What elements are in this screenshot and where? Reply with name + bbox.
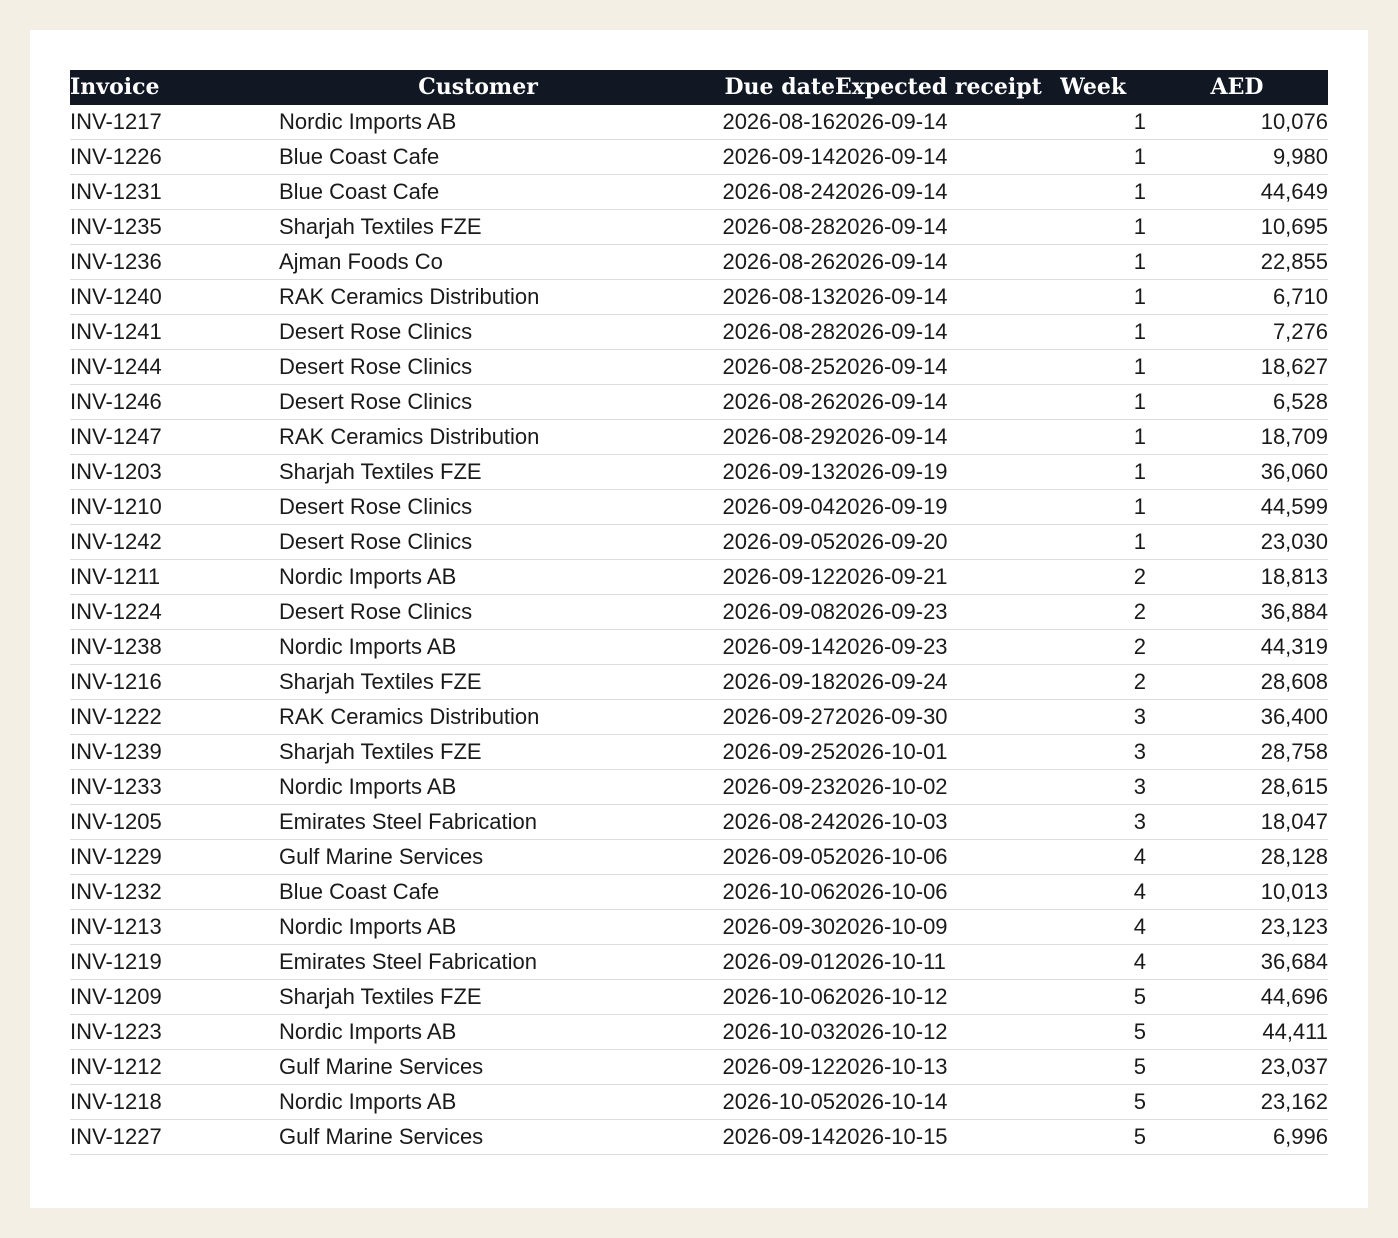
week-cell: 3	[1060, 700, 1146, 735]
expected-receipt-cell: 2026-09-14	[835, 385, 1060, 420]
week-cell: 5	[1060, 1050, 1146, 1085]
due-date-cell: 2026-09-05	[677, 525, 835, 560]
invoice-cell: INV-1242	[70, 525, 279, 560]
table-row	[70, 490, 1328, 525]
expected-receipt-cell: 2026-09-14	[835, 280, 1060, 315]
week-cell: 1	[1060, 245, 1146, 280]
invoice-cell: INV-1218	[70, 1085, 279, 1120]
table-row	[70, 910, 1328, 945]
invoice-cell: INV-1210	[70, 490, 279, 525]
table-row	[70, 420, 1328, 455]
amount-aed-cell: 28,608	[1146, 665, 1328, 700]
invoice-cell: INV-1235	[70, 210, 279, 245]
table-row	[70, 455, 1328, 490]
customer-cell: Nordic Imports AB	[279, 910, 677, 945]
amount-aed-cell: 44,319	[1146, 630, 1328, 665]
customer-cell: Desert Rose Clinics	[279, 385, 677, 420]
expected-receipt-cell: 2026-10-03	[835, 805, 1060, 840]
expected-receipt-cell: 2026-09-23	[835, 595, 1060, 630]
customer-cell: RAK Ceramics Distribution	[279, 280, 677, 315]
week-cell: 4	[1060, 840, 1146, 875]
customer-cell: Gulf Marine Services	[279, 1120, 677, 1155]
invoice-cell: INV-1227	[70, 1120, 279, 1155]
due-date-cell: 2026-08-24	[677, 805, 835, 840]
week-cell: 5	[1060, 1015, 1146, 1050]
customer-cell: Desert Rose Clinics	[279, 595, 677, 630]
expected-receipt-cell: 2026-09-14	[835, 105, 1060, 140]
due-date-cell: 2026-08-28	[677, 315, 835, 350]
week-cell: 4	[1060, 910, 1146, 945]
due-date-cell: 2026-09-14	[677, 140, 835, 175]
expected-receipt-cell: 2026-10-06	[835, 840, 1060, 875]
customer-cell: Nordic Imports AB	[279, 1015, 677, 1050]
customer-cell: Blue Coast Cafe	[279, 140, 677, 175]
week-cell: 1	[1060, 315, 1146, 350]
invoice-cell: INV-1217	[70, 105, 279, 140]
due-date-cell: 2026-08-28	[677, 210, 835, 245]
table-row	[70, 210, 1328, 245]
due-date-cell: 2026-09-13	[677, 455, 835, 490]
amount-aed-cell: 44,649	[1146, 175, 1328, 210]
table-row	[70, 1085, 1328, 1120]
week-cell: 4	[1060, 945, 1146, 980]
customer-cell: Desert Rose Clinics	[279, 525, 677, 560]
week-cell: 1	[1060, 210, 1146, 245]
amount-aed-cell: 23,162	[1146, 1085, 1328, 1120]
customer-cell: Nordic Imports AB	[279, 770, 677, 805]
due-date-cell: 2026-08-25	[677, 350, 835, 385]
due-date-cell: 2026-09-27	[677, 700, 835, 735]
table-row	[70, 385, 1328, 420]
expected-receipt-cell: 2026-10-02	[835, 770, 1060, 805]
week-cell: 1	[1060, 455, 1146, 490]
amount-aed-cell: 18,627	[1146, 350, 1328, 385]
customer-cell: Sharjah Textiles FZE	[279, 735, 677, 770]
week-cell: 2	[1060, 595, 1146, 630]
customer-cell: Desert Rose Clinics	[279, 490, 677, 525]
invoice-cell: INV-1240	[70, 280, 279, 315]
due-date-cell: 2026-08-16	[677, 105, 835, 140]
expected-receipt-cell: 2026-10-12	[835, 1015, 1060, 1050]
expected-receipt-cell: 2026-09-30	[835, 700, 1060, 735]
invoice-cell: INV-1241	[70, 315, 279, 350]
due-date-cell: 2026-10-06	[677, 980, 835, 1015]
invoice-cell: INV-1211	[70, 560, 279, 595]
column-header-customer: Customer	[418, 74, 538, 100]
due-date-cell: 2026-09-23	[677, 770, 835, 805]
customer-cell: Ajman Foods Co	[279, 245, 677, 280]
expected-receipt-cell: 2026-09-14	[835, 315, 1060, 350]
invoice-cell: INV-1232	[70, 875, 279, 910]
amount-aed-cell: 7,276	[1146, 315, 1328, 350]
due-date-cell: 2026-09-18	[677, 665, 835, 700]
customer-cell: RAK Ceramics Distribution	[279, 700, 677, 735]
table-row	[70, 1050, 1328, 1085]
table-row	[70, 175, 1328, 210]
invoice-cell: INV-1219	[70, 945, 279, 980]
table-row	[70, 735, 1328, 770]
amount-aed-cell: 6,996	[1146, 1120, 1328, 1155]
week-cell: 1	[1060, 525, 1146, 560]
amount-aed-cell: 28,615	[1146, 770, 1328, 805]
expected-receipt-cell: 2026-09-14	[835, 245, 1060, 280]
due-date-cell: 2026-09-30	[677, 910, 835, 945]
week-cell: 1	[1060, 350, 1146, 385]
table-row	[70, 525, 1328, 560]
amount-aed-cell: 10,013	[1146, 875, 1328, 910]
customer-cell: Nordic Imports AB	[279, 1085, 677, 1120]
table-row	[70, 945, 1328, 980]
expected-receipt-cell: 2026-09-24	[835, 665, 1060, 700]
invoice-cell: INV-1209	[70, 980, 279, 1015]
invoice-cell: INV-1226	[70, 140, 279, 175]
receivables-table	[70, 70, 1328, 1155]
customer-cell: Emirates Steel Fabrication	[279, 805, 677, 840]
table-row	[70, 980, 1328, 1015]
table-row	[70, 1120, 1328, 1155]
report-sheet	[30, 30, 1368, 1208]
due-date-cell: 2026-08-26	[677, 385, 835, 420]
week-cell: 1	[1060, 175, 1146, 210]
expected-receipt-cell: 2026-09-14	[835, 175, 1060, 210]
amount-aed-cell: 10,076	[1146, 105, 1328, 140]
due-date-cell: 2026-10-03	[677, 1015, 835, 1050]
week-cell: 1	[1060, 385, 1146, 420]
expected-receipt-cell: 2026-09-14	[835, 420, 1060, 455]
column-header-aed: AED	[1210, 74, 1264, 100]
expected-receipt-cell: 2026-10-14	[835, 1085, 1060, 1120]
amount-aed-cell: 9,980	[1146, 140, 1328, 175]
invoice-cell: INV-1222	[70, 700, 279, 735]
column-header-invoice: Invoice	[70, 74, 160, 100]
expected-receipt-cell: 2026-10-15	[835, 1120, 1060, 1155]
table-row	[70, 630, 1328, 665]
week-cell: 2	[1060, 630, 1146, 665]
amount-aed-cell: 22,855	[1146, 245, 1328, 280]
table-body	[70, 105, 1328, 1155]
due-date-cell: 2026-09-25	[677, 735, 835, 770]
column-header-due-date: Due date	[724, 74, 835, 100]
amount-aed-cell: 36,684	[1146, 945, 1328, 980]
column-header-week: Week	[1060, 74, 1127, 100]
amount-aed-cell: 23,123	[1146, 910, 1328, 945]
table-row	[70, 350, 1328, 385]
customer-cell: Desert Rose Clinics	[279, 315, 677, 350]
table-row	[70, 700, 1328, 735]
week-cell: 2	[1060, 560, 1146, 595]
week-cell: 1	[1060, 140, 1146, 175]
amount-aed-cell: 36,884	[1146, 595, 1328, 630]
amount-aed-cell: 44,411	[1146, 1015, 1328, 1050]
amount-aed-cell: 36,060	[1146, 455, 1328, 490]
customer-cell: Nordic Imports AB	[279, 105, 677, 140]
expected-receipt-cell: 2026-10-01	[835, 735, 1060, 770]
invoice-cell: INV-1203	[70, 455, 279, 490]
table-row	[70, 280, 1328, 315]
due-date-cell: 2026-09-12	[677, 1050, 835, 1085]
due-date-cell: 2026-08-13	[677, 280, 835, 315]
week-cell: 1	[1060, 490, 1146, 525]
amount-aed-cell: 6,528	[1146, 385, 1328, 420]
customer-cell: Desert Rose Clinics	[279, 350, 677, 385]
week-cell: 3	[1060, 805, 1146, 840]
expected-receipt-cell: 2026-10-13	[835, 1050, 1060, 1085]
customer-cell: Blue Coast Cafe	[279, 875, 677, 910]
invoice-cell: INV-1244	[70, 350, 279, 385]
week-cell: 5	[1060, 1085, 1146, 1120]
invoice-cell: INV-1231	[70, 175, 279, 210]
customer-cell: Gulf Marine Services	[279, 1050, 677, 1085]
week-cell: 3	[1060, 735, 1146, 770]
table-row	[70, 595, 1328, 630]
due-date-cell: 2026-10-05	[677, 1085, 835, 1120]
customer-cell: RAK Ceramics Distribution	[279, 420, 677, 455]
invoice-cell: INV-1213	[70, 910, 279, 945]
expected-receipt-cell: 2026-09-20	[835, 525, 1060, 560]
invoice-cell: INV-1233	[70, 770, 279, 805]
due-date-cell: 2026-09-14	[677, 1120, 835, 1155]
expected-receipt-cell: 2026-09-14	[835, 140, 1060, 175]
table-row	[70, 805, 1328, 840]
week-cell: 3	[1060, 770, 1146, 805]
invoice-cell: INV-1236	[70, 245, 279, 280]
amount-aed-cell: 44,696	[1146, 980, 1328, 1015]
week-cell: 1	[1060, 280, 1146, 315]
invoice-cell: INV-1216	[70, 665, 279, 700]
amount-aed-cell: 28,758	[1146, 735, 1328, 770]
table-row	[70, 1015, 1328, 1050]
table-row	[70, 245, 1328, 280]
customer-cell: Sharjah Textiles FZE	[279, 210, 677, 245]
table-row	[70, 840, 1328, 875]
due-date-cell: 2026-08-26	[677, 245, 835, 280]
table-row	[70, 140, 1328, 175]
expected-receipt-cell: 2026-09-19	[835, 455, 1060, 490]
amount-aed-cell: 18,709	[1146, 420, 1328, 455]
week-cell: 1	[1060, 105, 1146, 140]
due-date-cell: 2026-10-06	[677, 875, 835, 910]
amount-aed-cell: 44,599	[1146, 490, 1328, 525]
amount-aed-cell: 18,047	[1146, 805, 1328, 840]
expected-receipt-cell: 2026-10-09	[835, 910, 1060, 945]
due-date-cell: 2026-09-08	[677, 595, 835, 630]
due-date-cell: 2026-09-14	[677, 630, 835, 665]
customer-cell: Gulf Marine Services	[279, 840, 677, 875]
due-date-cell: 2026-08-24	[677, 175, 835, 210]
invoice-cell: INV-1247	[70, 420, 279, 455]
table-row	[70, 875, 1328, 910]
customer-cell: Nordic Imports AB	[279, 630, 677, 665]
week-cell: 4	[1060, 875, 1146, 910]
customer-cell: Blue Coast Cafe	[279, 175, 677, 210]
invoice-cell: INV-1238	[70, 630, 279, 665]
expected-receipt-cell: 2026-10-11	[835, 945, 1060, 980]
table-row	[70, 665, 1328, 700]
invoice-cell: INV-1224	[70, 595, 279, 630]
table-row	[70, 560, 1328, 595]
week-cell: 5	[1060, 1120, 1146, 1155]
amount-aed-cell: 23,037	[1146, 1050, 1328, 1085]
customer-cell: Emirates Steel Fabrication	[279, 945, 677, 980]
amount-aed-cell: 28,128	[1146, 840, 1328, 875]
invoice-cell: INV-1239	[70, 735, 279, 770]
due-date-cell: 2026-09-12	[677, 560, 835, 595]
due-date-cell: 2026-09-04	[677, 490, 835, 525]
expected-receipt-cell: 2026-09-19	[835, 490, 1060, 525]
column-header-expected-receipt: Expected receipt	[835, 74, 1042, 100]
week-cell: 2	[1060, 665, 1146, 700]
customer-cell: Sharjah Textiles FZE	[279, 665, 677, 700]
expected-receipt-cell: 2026-10-12	[835, 980, 1060, 1015]
expected-receipt-cell: 2026-10-06	[835, 875, 1060, 910]
week-cell: 1	[1060, 420, 1146, 455]
table-row	[70, 105, 1328, 140]
invoice-cell: INV-1223	[70, 1015, 279, 1050]
customer-cell: Sharjah Textiles FZE	[279, 980, 677, 1015]
invoice-cell: INV-1229	[70, 840, 279, 875]
expected-receipt-cell: 2026-09-14	[835, 350, 1060, 385]
amount-aed-cell: 10,695	[1146, 210, 1328, 245]
amount-aed-cell: 18,813	[1146, 560, 1328, 595]
invoice-cell: INV-1212	[70, 1050, 279, 1085]
expected-receipt-cell: 2026-09-21	[835, 560, 1060, 595]
expected-receipt-cell: 2026-09-23	[835, 630, 1060, 665]
invoice-cell: INV-1246	[70, 385, 279, 420]
amount-aed-cell: 36,400	[1146, 700, 1328, 735]
due-date-cell: 2026-08-29	[677, 420, 835, 455]
week-cell: 5	[1060, 980, 1146, 1015]
table-header	[70, 70, 1328, 105]
amount-aed-cell: 6,710	[1146, 280, 1328, 315]
customer-cell: Sharjah Textiles FZE	[279, 455, 677, 490]
expected-receipt-cell: 2026-09-14	[835, 210, 1060, 245]
due-date-cell: 2026-09-01	[677, 945, 835, 980]
invoice-cell: INV-1205	[70, 805, 279, 840]
table-row	[70, 315, 1328, 350]
customer-cell: Nordic Imports AB	[279, 560, 677, 595]
header-row	[70, 70, 1328, 105]
table-row	[70, 770, 1328, 805]
due-date-cell: 2026-09-05	[677, 840, 835, 875]
amount-aed-cell: 23,030	[1146, 525, 1328, 560]
